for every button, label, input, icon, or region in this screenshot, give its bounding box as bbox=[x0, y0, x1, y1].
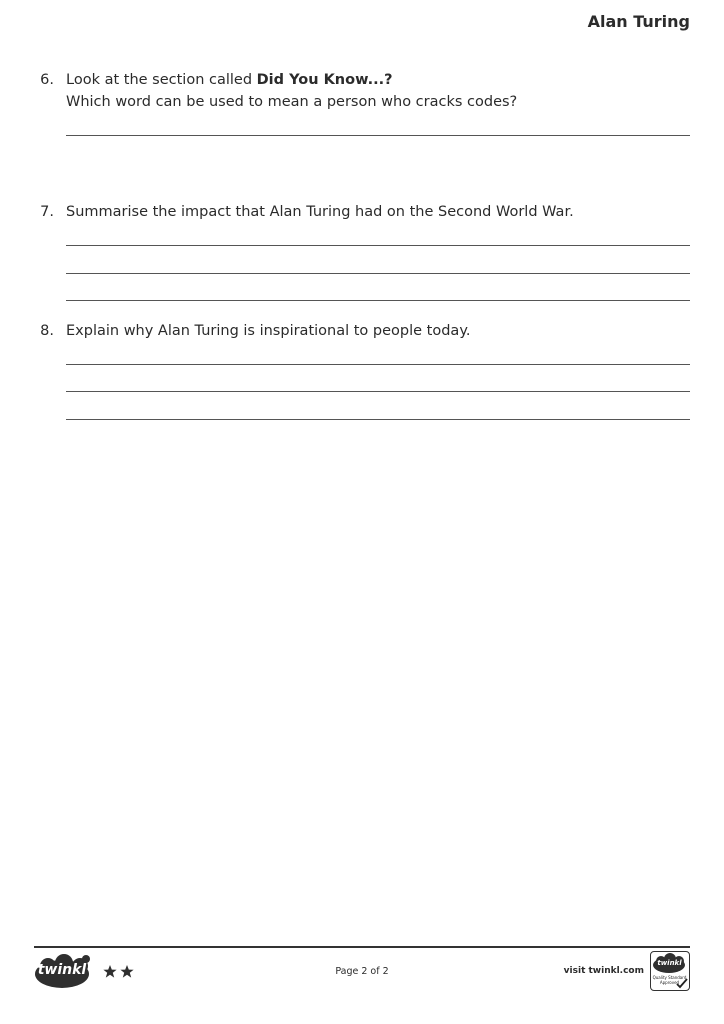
question-text-prefix: Look at the section called bbox=[66, 72, 257, 88]
logo-text: twinkl bbox=[37, 962, 87, 978]
question-text: Explain why Alan Turing is inspirational to people today. bbox=[66, 323, 471, 339]
question-text-bold: Did You Know...? bbox=[256, 72, 393, 88]
badge-title: twinkl bbox=[657, 959, 682, 967]
checkmark-icon bbox=[676, 977, 688, 989]
badge-line1: Quality Standard bbox=[652, 975, 687, 980]
badge-line2: Approved bbox=[659, 980, 680, 985]
answer-line[interactable] bbox=[66, 300, 690, 301]
visit-link[interactable]: visit twinkl.com bbox=[563, 966, 644, 976]
twinkl-logo bbox=[34, 954, 92, 990]
answer-line[interactable] bbox=[66, 391, 690, 392]
footer-divider bbox=[34, 946, 690, 948]
question-text-line2: Which word can be used to mean a person who cracks codes? bbox=[66, 94, 518, 110]
page-header-title: Alan Turing bbox=[587, 12, 690, 31]
question-text: Summarise the impact that Alan Turing had on the Second World War. bbox=[66, 204, 574, 220]
page-number: Page 2 of 2 bbox=[335, 966, 389, 977]
answer-line[interactable] bbox=[66, 364, 690, 365]
quality-standard-badge bbox=[650, 951, 690, 991]
answer-line[interactable] bbox=[66, 419, 690, 420]
difficulty-stars bbox=[103, 964, 137, 980]
answer-line[interactable] bbox=[66, 273, 690, 274]
answer-line[interactable] bbox=[66, 245, 690, 246]
star-icon bbox=[120, 965, 133, 978]
question-number: 7. bbox=[40, 204, 54, 220]
answer-line[interactable] bbox=[66, 135, 690, 136]
star-icon bbox=[103, 965, 116, 978]
question-text bbox=[66, 69, 690, 113]
question-number: 6. bbox=[40, 72, 54, 88]
question-number: 8. bbox=[40, 323, 54, 339]
